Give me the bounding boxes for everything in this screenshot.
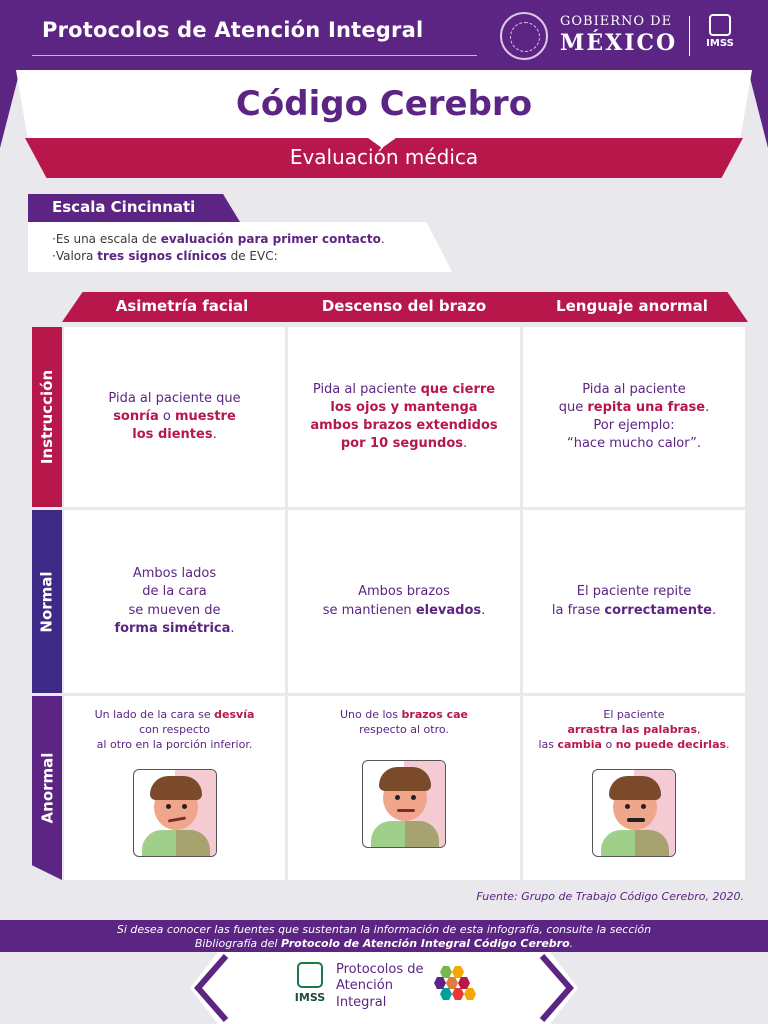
text-line: Por ejemplo: bbox=[593, 418, 675, 433]
emph: ambos brazos extendidos bbox=[310, 418, 498, 433]
source-note: Fuente: Grupo de Trabajo Código Cerebro, 2020. bbox=[476, 890, 744, 903]
text-line bbox=[310, 417, 497, 435]
emph: correctamente bbox=[604, 602, 712, 618]
text-line: El paciente bbox=[603, 708, 665, 721]
face-drooping-illustration bbox=[133, 769, 217, 857]
row-label-anormal-text: Anormal bbox=[38, 752, 57, 824]
imss-logo bbox=[700, 14, 740, 58]
row-label-normal bbox=[32, 510, 62, 693]
col-header-lenguaje: Lenguaje anormal bbox=[556, 297, 708, 315]
imss-footer-label: IMSS bbox=[294, 991, 326, 1004]
row-label-normal-text: Normal bbox=[38, 570, 56, 633]
text-line bbox=[114, 620, 234, 638]
row-label-instruccion-text: Instrucción bbox=[38, 369, 56, 465]
imss-label: IMSS bbox=[706, 38, 734, 49]
text-line: con respecto bbox=[139, 722, 210, 736]
header-divider bbox=[689, 16, 690, 56]
main-title: Código Cerebro bbox=[235, 84, 533, 124]
col-header-descenso: Descenso del brazo bbox=[321, 297, 487, 315]
emph: arrastra las palabras bbox=[567, 722, 697, 736]
emph: desvía bbox=[214, 708, 255, 721]
emph: Protocolo de Atención Integral Código Cerebro bbox=[280, 937, 570, 950]
imss-emblem-icon bbox=[297, 962, 323, 988]
text-line: Ambos lados bbox=[132, 566, 217, 582]
emph: repita una frase bbox=[587, 399, 706, 415]
emph: que cierre bbox=[420, 381, 496, 397]
text: Bibliografía del bbox=[194, 937, 281, 950]
emph: por 10 segundos bbox=[340, 436, 463, 452]
text-line: se mueven de bbox=[128, 602, 221, 618]
escala-line2-bold: tres signos clínicos bbox=[97, 249, 227, 263]
emph: elevados bbox=[415, 602, 482, 618]
cell-anormal-lenguaje bbox=[523, 696, 745, 880]
text-line: Pida al paciente que bbox=[108, 390, 241, 406]
text-line bbox=[559, 399, 709, 417]
text-line: de la cara bbox=[142, 584, 207, 600]
escala-line2-pre: ·Valora bbox=[52, 249, 98, 263]
escala-line2-post: de EVC: bbox=[226, 249, 278, 263]
text: . bbox=[230, 620, 235, 636]
text-line: Ambos brazos bbox=[358, 584, 450, 600]
text-line bbox=[132, 426, 216, 444]
escala-line1-pre: ·Es una escala de bbox=[52, 232, 161, 246]
col-header-asimetria: Asimetría facial bbox=[115, 297, 249, 315]
cell-instruccion-lenguaje bbox=[523, 327, 745, 507]
pai-line1: Protocolos de bbox=[336, 962, 424, 977]
emph: muestre bbox=[174, 408, 236, 424]
text-line: respecto al otro. bbox=[359, 722, 449, 736]
mexico-seal-icon bbox=[500, 12, 548, 60]
cell-anormal-asimetria bbox=[64, 696, 285, 880]
text-line bbox=[552, 602, 716, 620]
slurred-speech-illustration bbox=[592, 769, 676, 857]
text: o bbox=[158, 408, 175, 424]
text: o bbox=[601, 737, 616, 751]
text-line: al otro en la porción inferior. bbox=[96, 737, 253, 751]
text: . bbox=[569, 937, 574, 950]
emph: los dientes bbox=[132, 427, 213, 443]
text: que bbox=[558, 399, 588, 415]
text: . bbox=[463, 436, 468, 452]
text: la frase bbox=[551, 602, 605, 618]
footer-line-2 bbox=[0, 937, 768, 950]
header-underline bbox=[32, 55, 477, 56]
gob-line1: GOBIERNO DE bbox=[560, 14, 673, 29]
arm-drift-illustration bbox=[362, 760, 446, 848]
emph: no puede decirlas bbox=[615, 737, 727, 751]
escala-line1-bold: evaluación para primer contacto bbox=[160, 232, 381, 246]
text: . bbox=[726, 737, 730, 751]
text: las bbox=[538, 737, 558, 751]
text-line bbox=[567, 723, 700, 738]
footer-line-1: Si desea conocer las fuentes que sustentan la información de esta infografía, consulte la sección bbox=[116, 923, 652, 936]
cell-normal-asimetria bbox=[64, 510, 285, 693]
text: , bbox=[697, 722, 701, 736]
text: Un lado de la cara se bbox=[94, 708, 215, 721]
cell-instruccion-asimetria bbox=[64, 327, 285, 507]
emph: cambia bbox=[557, 737, 602, 751]
row-label-anormal bbox=[32, 696, 62, 880]
gob-line2: MÉXICO bbox=[560, 30, 678, 56]
subtitle: Evaluación médica bbox=[289, 145, 479, 169]
text: . bbox=[705, 399, 710, 415]
header-title: Protocolos de Atención Integral bbox=[42, 18, 424, 42]
text: se mantienen bbox=[322, 602, 416, 618]
imss-footer-logo bbox=[290, 962, 330, 1012]
text-line bbox=[323, 602, 486, 620]
pai-line3: Integral bbox=[336, 994, 387, 1010]
text-line bbox=[95, 708, 255, 723]
escala-line-1 bbox=[52, 232, 385, 246]
escala-line-2 bbox=[52, 249, 278, 263]
imss-emblem-icon bbox=[709, 14, 731, 36]
pai-line2: Atención bbox=[336, 978, 393, 994]
text-line: “hace mucho calor”. bbox=[566, 436, 702, 452]
text: . bbox=[712, 602, 717, 618]
text: Pida al paciente bbox=[312, 381, 421, 397]
text-line bbox=[340, 708, 468, 723]
emph: los ojos y mantenga bbox=[330, 399, 478, 415]
text-line bbox=[313, 381, 495, 399]
escala-line1-post: . bbox=[380, 232, 385, 246]
cell-instruccion-descenso bbox=[288, 327, 520, 507]
text-line: Pida al paciente bbox=[582, 381, 686, 397]
text: Uno de los bbox=[340, 708, 402, 721]
row-label-instruccion bbox=[32, 327, 62, 507]
text-line bbox=[113, 408, 236, 426]
emph: sonría bbox=[113, 408, 159, 424]
text-line: El paciente repite bbox=[576, 584, 692, 600]
text-line bbox=[330, 399, 477, 417]
text-line bbox=[538, 738, 729, 753]
emph: brazos cae bbox=[401, 708, 468, 721]
text-line bbox=[341, 435, 467, 453]
escala-title: Escala Cincinnati bbox=[52, 198, 196, 216]
escala-box bbox=[28, 222, 452, 272]
cell-normal-descenso bbox=[288, 510, 520, 693]
emph: forma simétrica bbox=[114, 620, 231, 636]
text: . bbox=[481, 602, 486, 618]
cell-normal-lenguaje bbox=[523, 510, 745, 693]
gobierno-logo bbox=[560, 14, 677, 56]
pai-logo-text bbox=[336, 962, 424, 1011]
cell-anormal-descenso bbox=[288, 696, 520, 880]
text: . bbox=[212, 427, 217, 443]
header-bar bbox=[0, 0, 768, 70]
